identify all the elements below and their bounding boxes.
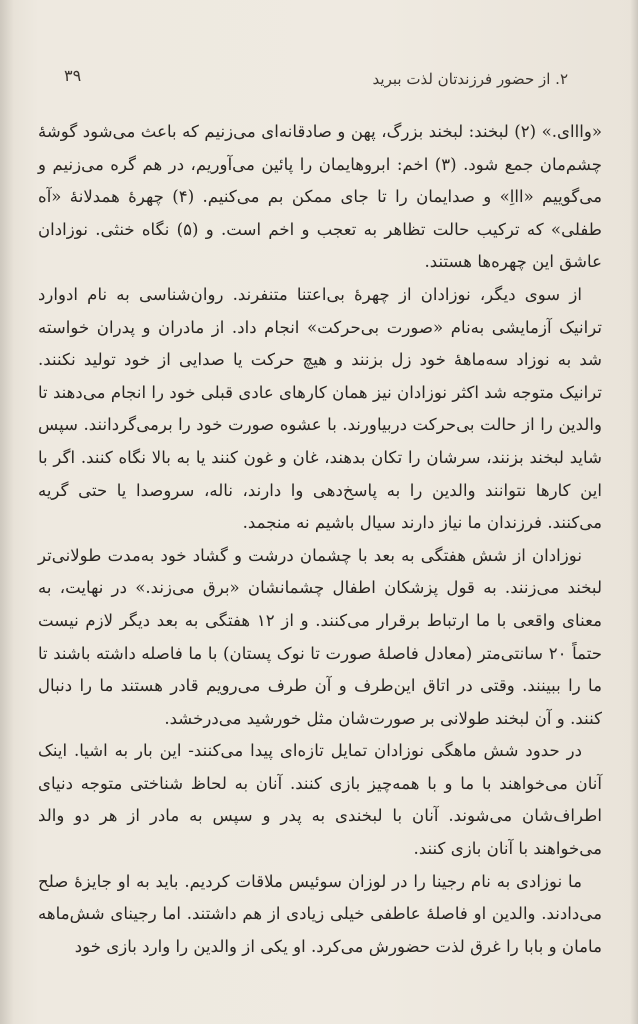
running-header [64, 66, 568, 92]
paragraph-5: ما نوزادی به نام رجینا را در لوزان سوئیس ملاقات کردیم. باید به او جایزهٔ صلح می‌دادند. والدین او فاصلهٔ عاطفی خیلی زیادی از هم داشتند. اما رجینای شش‌ماهه مامان و بابا را غرق لذت حضورش می‌کرد. او یکی از والدین را وارد بازی خود [38, 871, 602, 956]
body-text [38, 116, 602, 963]
paragraph-2: از سوی دیگر، نوزادان از چهرهٔ بی‌اعتنا متنفرند. روان‌شناسی به نام ادوارد ترانیک آزمایشی به‌نام «صورت بی‌حرکت» انجام داد. از مادران و پدران خواسته شد به نوزاد سه‌ماههٔ خود زل بزنند و هیچ حرکت یا صدایی از خود تولید نکنند. ترانیک متوجه شد اکثر نوزادان نیز همان کارهای عادی قبلی خود را انجام می‌دهند تا والدین را از حالت بی‌حرکت دربیاورند. با عشوه صورت خود را برمی‌گردانند. سپس شاید لبخند بزنند، سرشان را تکان بدهند، غان و غون کنند یا به بالا نگاه کنند. اگر با این کارها نتوانند والدین را به پاسخ‌دهی وا دارند، ناله، سروصدا یا حتی گریه می‌کنند. فرزندان ما نیاز دارند سیال باشیم نه منجمد. [38, 284, 602, 533]
page-edge-shadow [630, 0, 638, 1024]
paragraph-4: در حدود شش ماهگی نوزادان تمایل تازه‌ای پیدا می‌کنند- این بار به اشیا. اینک آنان می‌خواهند با ما و با همه‌چیز بازی کنند. آنان به لحاظ شناختی متوجه دنیای اطراف‌شان می‌شوند. آنان با لبخندی به پدر و سپس به مادر از هر دو والد می‌خواهند با آنان بازی کنند. [38, 741, 602, 859]
running-title: ۲. از حضور فرزندتان لذت ببرید [372, 70, 568, 88]
page-gutter-shadow [0, 0, 14, 1024]
paragraph-1: «وااای.» (۲) لبخند: لبخند بزرگ، پهن و صادقانه‌ای می‌زنیم که باعث می‌شود گوشهٔ چشم‌مان جمع شود. (۳) اخم: ابروهایمان را پائین می‌آوریم، در هم گره می‌زنیم و می‌گوییم «اااِ» و صدایمان را تا جای ممکن بم می‌کنیم. (۴) چهرهٔ همدلانهٔ «آه طفلی» که ترکیب حالت تظاهر به تعجب و اخم است. و (۵) نگاه خنثی. نوزادان عاشق این چهره‌ها هستند. [38, 122, 602, 272]
page-number: ۳۹ [64, 66, 82, 85]
paragraph-3: نوزادان از شش هفتگی به بعد با چشمان درشت و گشاد خود به‌مدت طولانی‌تر لبخند می‌زنند. به قول پزشکان اطفال چشمانشان «برق می‌زند.» در نهایت، به معنای واقعی با ما ارتباط برقرار می‌کنند. و از ۱۲ هفتگی به بعد دیگر لازم نیست حتماً ۲۰ سانتی‌متر (معادل فاصلهٔ صورت تا نوک پستان) با ما فاصله داشته باشند تا ما را ببینند. وقتی در اتاق این‌طرف و آن طرف می‌رویم قادر هستند ما را دنبال کنند. و آن لبخند طولانی بر صورت‌شان مثل خورشید می‌درخشد. [38, 545, 602, 728]
